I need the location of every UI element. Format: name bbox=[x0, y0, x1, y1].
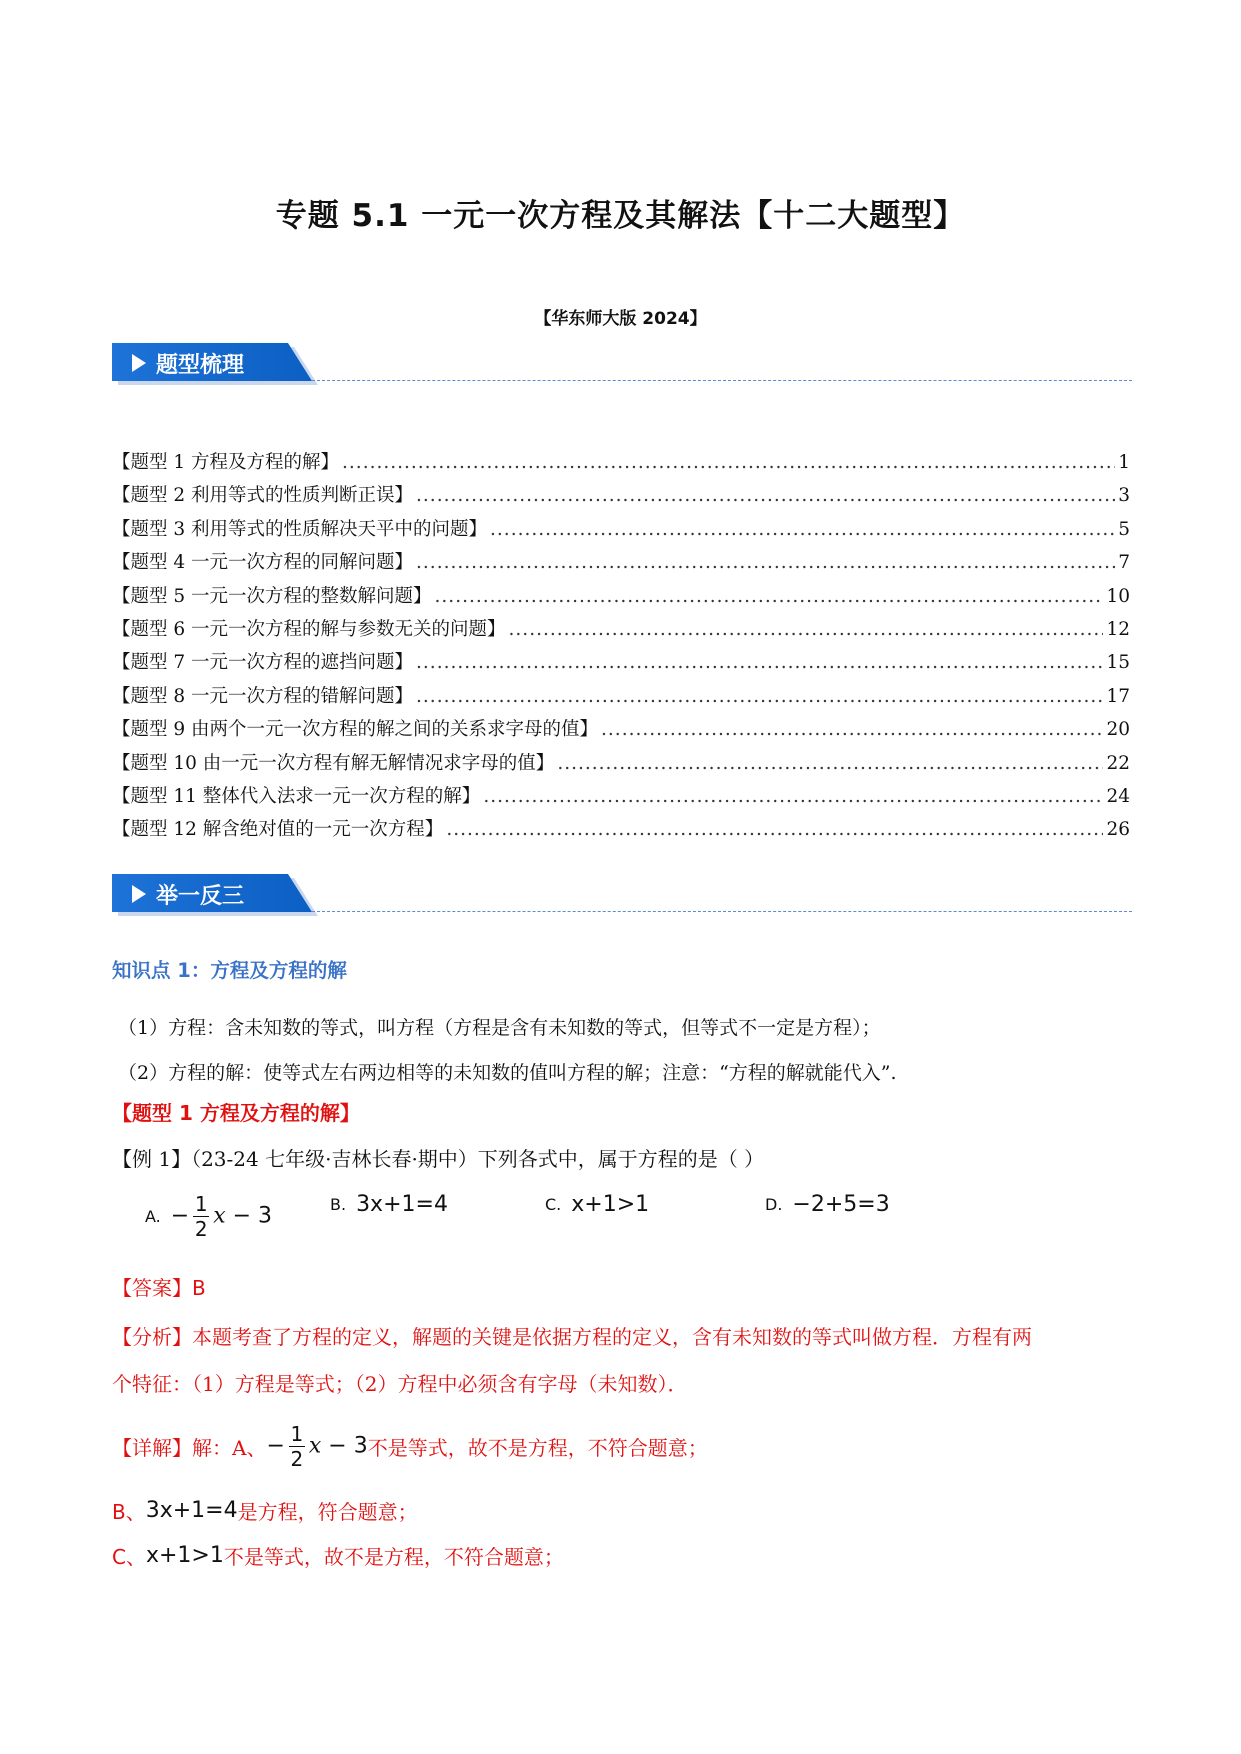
toc-page-number: 5 bbox=[1118, 518, 1130, 540]
toc-page-number: 10 bbox=[1106, 585, 1130, 607]
option-d[interactable] bbox=[765, 1192, 890, 1217]
toc-entry-label: 【题型 9 由两个一元一次方程的解之间的关系求字母的值】 bbox=[112, 719, 599, 741]
answer-line bbox=[112, 1272, 206, 1301]
section-label: 题型梳理 bbox=[156, 353, 245, 378]
analysis-line-2: 个特征：（1）方程是等式；（2）方程中必须含有字母（未知数）． bbox=[112, 1372, 688, 1396]
detail-b-prefix: B、 bbox=[112, 1500, 146, 1524]
toc-entry[interactable] bbox=[112, 648, 1130, 681]
toc-leader-dots bbox=[490, 519, 1115, 540]
option-c[interactable] bbox=[545, 1192, 649, 1217]
toc-page-number: 1 bbox=[1118, 452, 1130, 473]
toc-entry[interactable] bbox=[112, 715, 1130, 748]
toc-leader-dots bbox=[342, 452, 1115, 473]
knowledge-line-1: （1）方程：含未知数的等式，叫方程（方程是含有未知数的等式，但等式不一定是方程）； bbox=[118, 1017, 881, 1039]
toc-entry[interactable] bbox=[112, 815, 1130, 848]
toc-entry-label: 【题型 1 方程及方程的解】 bbox=[112, 452, 340, 473]
toc-entry-label: 【题型 4 一元一次方程的同解问题】 bbox=[112, 552, 414, 574]
detail-b-expression: 3x+1=4 bbox=[145, 1498, 238, 1523]
toc-leader-dots bbox=[435, 586, 1104, 607]
toc-entry-label: 【题型 7 一元一次方程的遮挡问题】 bbox=[112, 652, 414, 674]
toc-leader-dots bbox=[416, 686, 1103, 707]
detail-line-a bbox=[112, 1422, 708, 1471]
toc-leader-dots bbox=[557, 753, 1103, 774]
option-letter: B. bbox=[330, 1195, 347, 1214]
dashed-divider bbox=[312, 380, 1132, 381]
toc-leader-dots bbox=[483, 786, 1103, 807]
toc-page-number: 17 bbox=[1106, 685, 1130, 707]
detail-tag: 【详解】 bbox=[112, 1436, 192, 1460]
toc-entry[interactable] bbox=[112, 782, 1130, 815]
analysis-text: 本题考查了方程的定义，解题的关键是依据方程的定义，含有未知数的等式叫做方程．方程有两 bbox=[192, 1325, 1032, 1349]
detail-line-b bbox=[112, 1496, 418, 1525]
knowledge-line-2: （2）方程的解：使等式左右两边相等的未知数的值叫方程的解；注意：“方程的解就能代入”. bbox=[118, 1062, 897, 1084]
detail-c-text: 不是等式，故不是方程，不符合题意； bbox=[223, 1545, 564, 1569]
toc-leader-dots bbox=[509, 619, 1104, 640]
edition-label: 【华东师大版 2024】 bbox=[534, 309, 707, 329]
toc-page-number: 22 bbox=[1106, 752, 1130, 774]
option-letter: A. bbox=[145, 1207, 161, 1226]
toc-page-number: 20 bbox=[1106, 719, 1130, 741]
option-a-expression: − $\frac{1}{2}$ x − 3 bbox=[170, 1192, 273, 1241]
option-c-expression: x+1>1 bbox=[571, 1192, 650, 1217]
toc-entry[interactable] bbox=[112, 548, 1130, 581]
toc-entry[interactable] bbox=[112, 682, 1130, 715]
type-heading: 【题型 1 方程及方程的解】 bbox=[112, 1101, 360, 1125]
toc-entry-label: 【题型 8 一元一次方程的错解问题】 bbox=[112, 685, 414, 707]
toc-entry[interactable] bbox=[112, 481, 1130, 514]
analysis-tag: 【分析】 bbox=[112, 1325, 192, 1349]
toc-entry-label: 【题型 12 解含绝对值的一元一次方程】 bbox=[112, 819, 444, 841]
toc-entry-label: 【题型 6 一元一次方程的解与参数无关的问题】 bbox=[112, 618, 506, 640]
example-stem: 【例 1】（23-24 七年级·吉林长春·期中）下列各式中，属于方程的是（ ） bbox=[112, 1147, 765, 1171]
toc-entry-label: 【题型 11 整体代入法求一元一次方程的解】 bbox=[112, 785, 481, 807]
toc-entry[interactable] bbox=[112, 615, 1130, 648]
toc-page-number: 12 bbox=[1106, 618, 1130, 640]
toc-entry[interactable] bbox=[112, 515, 1130, 548]
answer-tag: 【答案】 bbox=[112, 1276, 192, 1300]
section-label: 举一反三 bbox=[156, 884, 245, 909]
dashed-divider bbox=[312, 911, 1132, 912]
detail-c-prefix: C、 bbox=[112, 1545, 146, 1569]
option-a[interactable] bbox=[145, 1192, 272, 1241]
toc-leader-dots bbox=[416, 485, 1115, 506]
option-b[interactable] bbox=[330, 1192, 448, 1217]
page-title: 专题 5.1 一元一次方程及其解法【十二大题型】 bbox=[275, 198, 966, 234]
detail-a-text: 不是等式，故不是方程，不符合题意； bbox=[367, 1436, 708, 1460]
detail-b-text: 是方程，符合题意； bbox=[237, 1500, 418, 1524]
toc-leader-dots bbox=[416, 552, 1115, 573]
toc-entry[interactable] bbox=[112, 582, 1130, 615]
toc-entry-label: 【题型 3 利用等式的性质解决天平中的问题】 bbox=[112, 518, 488, 540]
section-header-practice bbox=[112, 874, 1132, 916]
toc-page-number: 3 bbox=[1118, 485, 1130, 507]
answer-value: B bbox=[192, 1276, 206, 1300]
detail-line-c bbox=[112, 1541, 564, 1570]
toc-page-number: 24 bbox=[1106, 785, 1130, 807]
toc-leader-dots bbox=[416, 652, 1103, 673]
option-d-expression: −2+5=3 bbox=[792, 1192, 890, 1217]
toc-page-number: 7 bbox=[1118, 552, 1130, 574]
detail-a-expression: − $\frac{1}{2}$ x − 3 bbox=[266, 1422, 368, 1471]
toc-page-number: 15 bbox=[1106, 652, 1130, 674]
toc-page-number: 26 bbox=[1106, 819, 1130, 841]
detail-c-expression: x+1>1 bbox=[145, 1543, 224, 1568]
toc-entry[interactable] bbox=[112, 749, 1130, 782]
toc-entry-label: 【题型 2 利用等式的性质判断正误】 bbox=[112, 485, 414, 507]
analysis-line-1 bbox=[112, 1321, 1032, 1350]
option-letter: D. bbox=[765, 1195, 783, 1214]
toc-leader-dots bbox=[446, 819, 1103, 840]
toc-entry-label: 【题型 10 由一元一次方程有解无解情况求字母的值】 bbox=[112, 752, 555, 774]
detail-intro: 解：A、 bbox=[192, 1436, 267, 1460]
section-header-toc bbox=[112, 343, 1132, 385]
toc-leader-dots bbox=[601, 719, 1103, 740]
option-letter: C. bbox=[545, 1195, 562, 1214]
toc-entry-label: 【题型 5 一元一次方程的整数解问题】 bbox=[112, 585, 432, 607]
table-of-contents bbox=[112, 448, 1130, 849]
play-arrow-icon bbox=[132, 354, 146, 372]
toc-entry[interactable] bbox=[112, 448, 1130, 481]
option-b-expression: 3x+1=4 bbox=[356, 1192, 448, 1217]
play-arrow-icon bbox=[132, 885, 146, 903]
knowledge-heading: 知识点 1：方程及方程的解 bbox=[112, 959, 347, 982]
